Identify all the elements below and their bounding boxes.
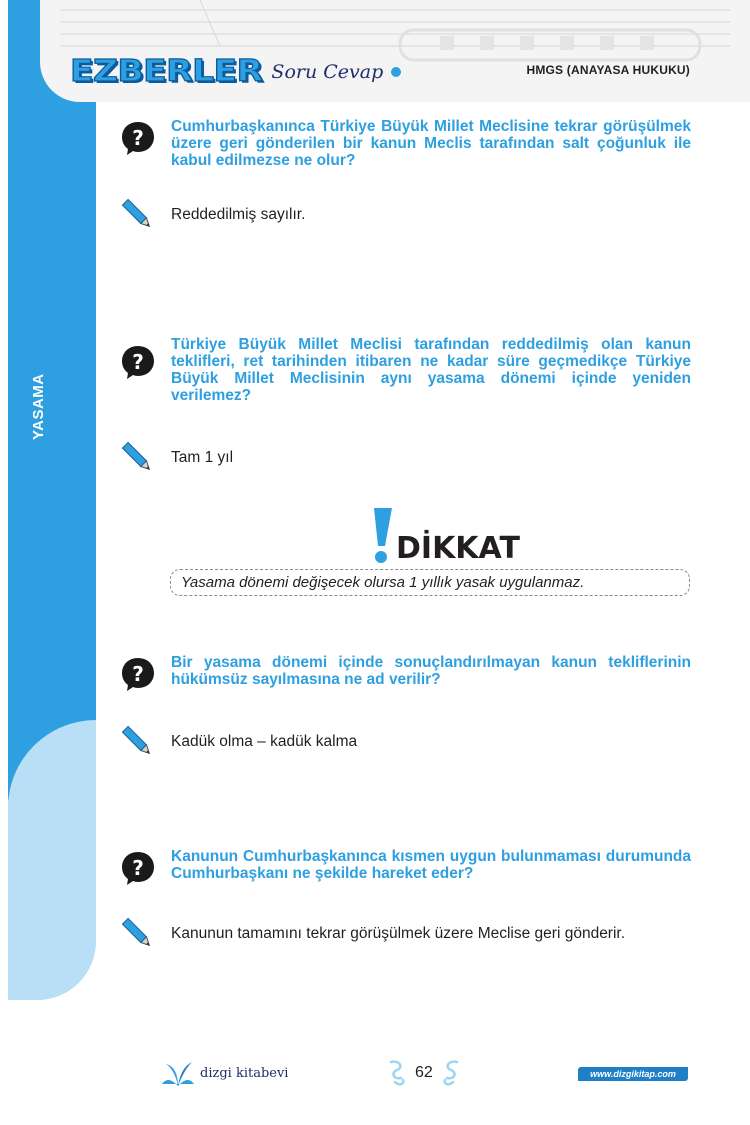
answer-row [120,916,700,952]
answer-text: Kanunun tamamını tekrar görüşülmek üzere Meclise geri gönderir. [171,925,626,942]
question-mark-icon [120,656,156,692]
book-wave-icon [160,1058,196,1088]
page-number-group [385,1058,463,1088]
page-number: 62 [415,1064,433,1081]
answer-text: Kadük olma – kadük kalma [171,733,358,750]
publisher-logo [160,1058,288,1088]
question-row [120,118,700,169]
pencil-icon [120,440,156,476]
pencil-icon [120,724,156,760]
question-text: Cumhurbaşkanınca Türkiye Büyük Millet Meclisine tekrar görüşülmek üzere geri gönderilen bir kanun Meclis tarafından salt çoğunluk ile kabul edilmezse ne olur? [171,118,691,169]
answer-row [120,440,700,476]
dikkat-heading [370,508,520,564]
question-mark-icon [120,120,156,156]
svg-text:?: ? [132,350,144,374]
answer-row [120,197,700,233]
svg-text:?: ? [132,126,144,150]
question-text: Bir yasama dönemi içinde sonuçlandırılmayan kanun tekliflerinin hükümsüz sayılmasına ne ad verilir? [171,654,691,688]
question-row [120,848,700,886]
pencil-icon [120,197,156,233]
side-band-dark [8,0,96,800]
answer-text: Reddedilmiş sayılır. [171,206,306,223]
exclamation-icon [370,508,392,564]
brand [70,54,401,89]
decorative-swirl-icon [385,1058,409,1088]
side-section-label: YASAMA [30,373,47,440]
answer-row [120,724,700,760]
question-row [120,336,700,404]
svg-text:?: ? [132,662,144,686]
qa-block-4 [120,848,700,952]
dikkat-note: Yasama dönemi değişecek olursa 1 yıllık yasak uygulanmaz. [170,569,690,596]
brand-subtitle: Soru Cevap [271,60,384,83]
question-mark-icon [120,850,156,886]
pencil-icon [120,916,156,952]
question-text: Türkiye Büyük Millet Meclisi tarafından reddedilmiş olan kanun teklifleri, ret tarihinden itibaren ne kadar süre geçmedikçe Türkiye Büyük Millet Meclisinin aynı yasama dönemi içinde yeniden verilemez? [171,336,691,404]
dikkat-title: DİKKAT [396,531,520,566]
website-link[interactable]: www.dizgikitap.com [578,1067,688,1081]
answer-text: Tam 1 yıl [171,449,234,466]
qa-block-2 [120,336,700,476]
question-mark-icon [120,344,156,380]
qa-block-3 [120,654,700,760]
side-band-curve [8,720,96,1000]
publisher-name: dizgi kitabevi [200,1065,289,1081]
qa-block-1 [120,118,700,233]
brand-dot [391,67,401,77]
svg-text:?: ? [132,856,144,880]
question-row [120,654,700,692]
brand-title: EZBERLER [70,54,263,89]
question-text: Kanunun Cumhurbaşkanınca kısmen uygun bulunmaması durumunda Cumhurbaşkanı ne şekilde hareket eder? [171,848,691,882]
decorative-swirl-icon [439,1058,463,1088]
subject-title: HMGS (ANAYASA HUKUKU) [526,63,690,77]
page-header [40,0,750,102]
